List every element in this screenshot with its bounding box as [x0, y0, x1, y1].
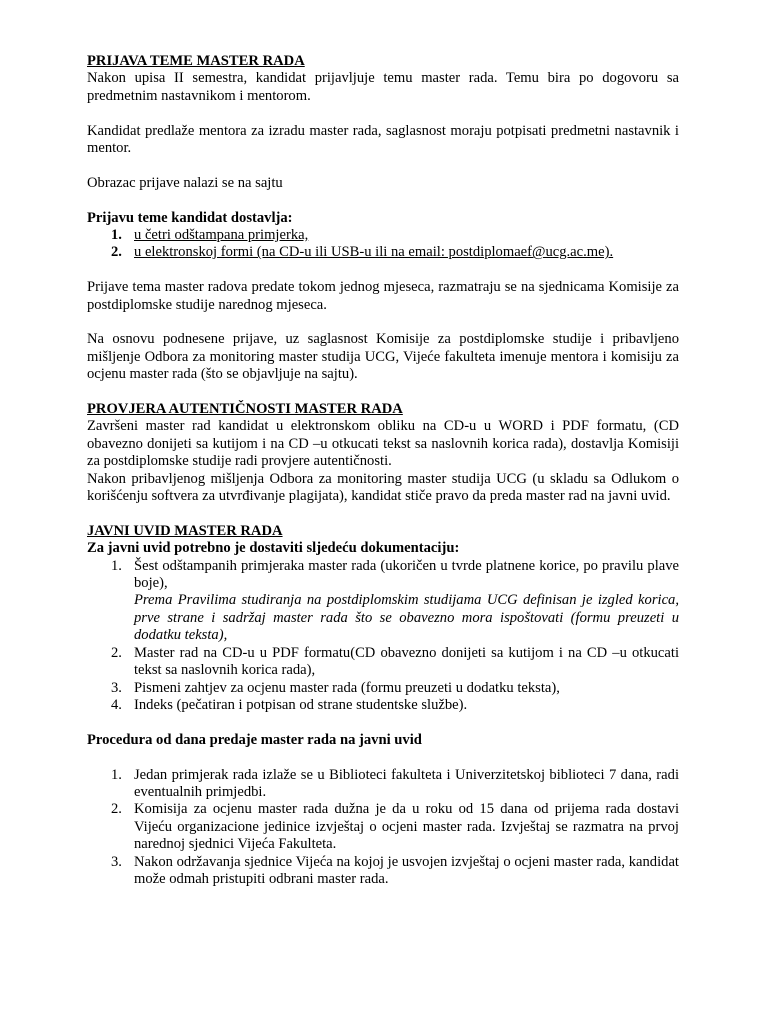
list-item: 1. Šest odštampanih primjeraka master rada (ukoričen u tvrde platnene korice, po pravilu plave boje), Prema Pravilima studiranja na postdiplomskim studijama UCG definisan je izgled korica, prve strane i sadržaj master rada što se obavezno mora ispoštovati (formu preuzeti u dodatku teksta),	[111, 557, 679, 644]
section-heading-javni-uvid: JAVNI UVID MASTER RADA	[87, 522, 283, 539]
documents-title: Za javni uvid potrebno je dostaviti sljedeću dokumentaciju:	[87, 540, 460, 557]
paragraph: Nakon upisa II semestra, kandidat prijavljuje temu master rada. Temu bira po dogovoru sa predmetnim nastavnikom i mentorom.	[87, 70, 679, 104]
list-item: 1. u četri odštampana primjerka,	[111, 227, 309, 244]
procedure-title: Procedura od dana predaje master rada na javni uvid	[87, 731, 422, 748]
italic-note: Prema Pravilima studiranja na postdiplomskim studijama UCG definisan je izgled korica, prve strane i sadržaj master rada što se obavezno mora ispoštovati (formu preuzeti u dodatku teksta),	[134, 592, 679, 644]
list-item: 3. Pismeni zahtjev za ocjenu master rada (formu preuzeti u dodatku teksta),	[111, 679, 560, 696]
paragraph: Prijave tema master radova predate tokom jednog mjeseca, razmatraju se na sjednicama Komisije za postdiplomske studije narednog mjeseca.	[87, 279, 679, 313]
list-item: 2. Master rad na CD-u u PDF formatu(CD obavezno donijeti sa kutijom i na CD –u otkucati tekst sa naslovnih korica rada),	[111, 644, 679, 679]
paragraph: Završeni master rad kandidat u elektronskom obliku na CD-u u WORD i PDF formatu, (CD obavezno donijeti sa kutijom i na CD –u otkucati tekst sa naslovnih korica rada), dostavlja Komisiji za postdiplomske studije radi provjere autentičnosti.	[87, 418, 679, 470]
list-item: 2. u elektronskoj formi (na CD-u ili USB-u ili na email: postdiplomaef@ucg.ac.me).	[111, 244, 614, 261]
list-item: 4. Indeks (pečatiran i potpisan od strane studentske službe).	[111, 696, 468, 713]
delivery-list	[87, 227, 679, 262]
section-heading-provjera: PROVJERA AUTENTIČNOSTI MASTER RADA	[87, 401, 403, 418]
document-page	[87, 53, 679, 888]
procedure-list	[87, 767, 679, 889]
list-item: 3. Nakon održavanja sjednice Vijeća na kojoj je usvojen izvještaj o ocjeni master rada, kandidat može odmah pristupiti odbrani master rada.	[111, 853, 679, 887]
paragraph: Na osnovu podnesene prijave, uz saglasnost Komisije za postdiplomske studije i pribavljeno mišljenje Odbora za monitoring master studija UCG, Vijeće fakulteta imenuje mentora i komisiju za ocjenu master rada (što se objavljuje na sajtu).	[87, 331, 679, 383]
list-item: 2. Komisija za ocjenu master rada dužna je da u roku od 15 dana od prijema rada dostavi Vijeću organizacione jedinice izvještaj o ocjeni master rada. Izvještaj se razmatra na prvoj narednoj sjednici Vijeća Fakulteta.	[111, 801, 679, 853]
delivery-title: Prijavu teme kandidat dostavlja:	[87, 209, 293, 226]
list-item: 1. Jedan primjerak rada izlaže se u Biblioteci fakulteta i Univerzitetskoj biblioteci 7 dana, radi eventualnih primjedbi.	[111, 766, 679, 800]
section-heading-prijava: PRIJAVA TEME MASTER RADA	[87, 53, 305, 69]
paragraph: Nakon pribavljenog mišljenja Odbora za monitoring master studija UCG (u skladu sa Odlukom o korišćenju softvera za utvrđivanje plagijata), kandidat stiče pravo da preda master rad na javni uvid.	[87, 470, 679, 505]
paragraph: Obrazac prijave nalazi se na sajtu	[87, 174, 283, 191]
documents-list	[87, 558, 679, 715]
paragraph: Kandidat predlaže mentora za izradu master rada, saglasnost moraju potpisati predmetni nastavnik i mentor.	[87, 122, 679, 157]
